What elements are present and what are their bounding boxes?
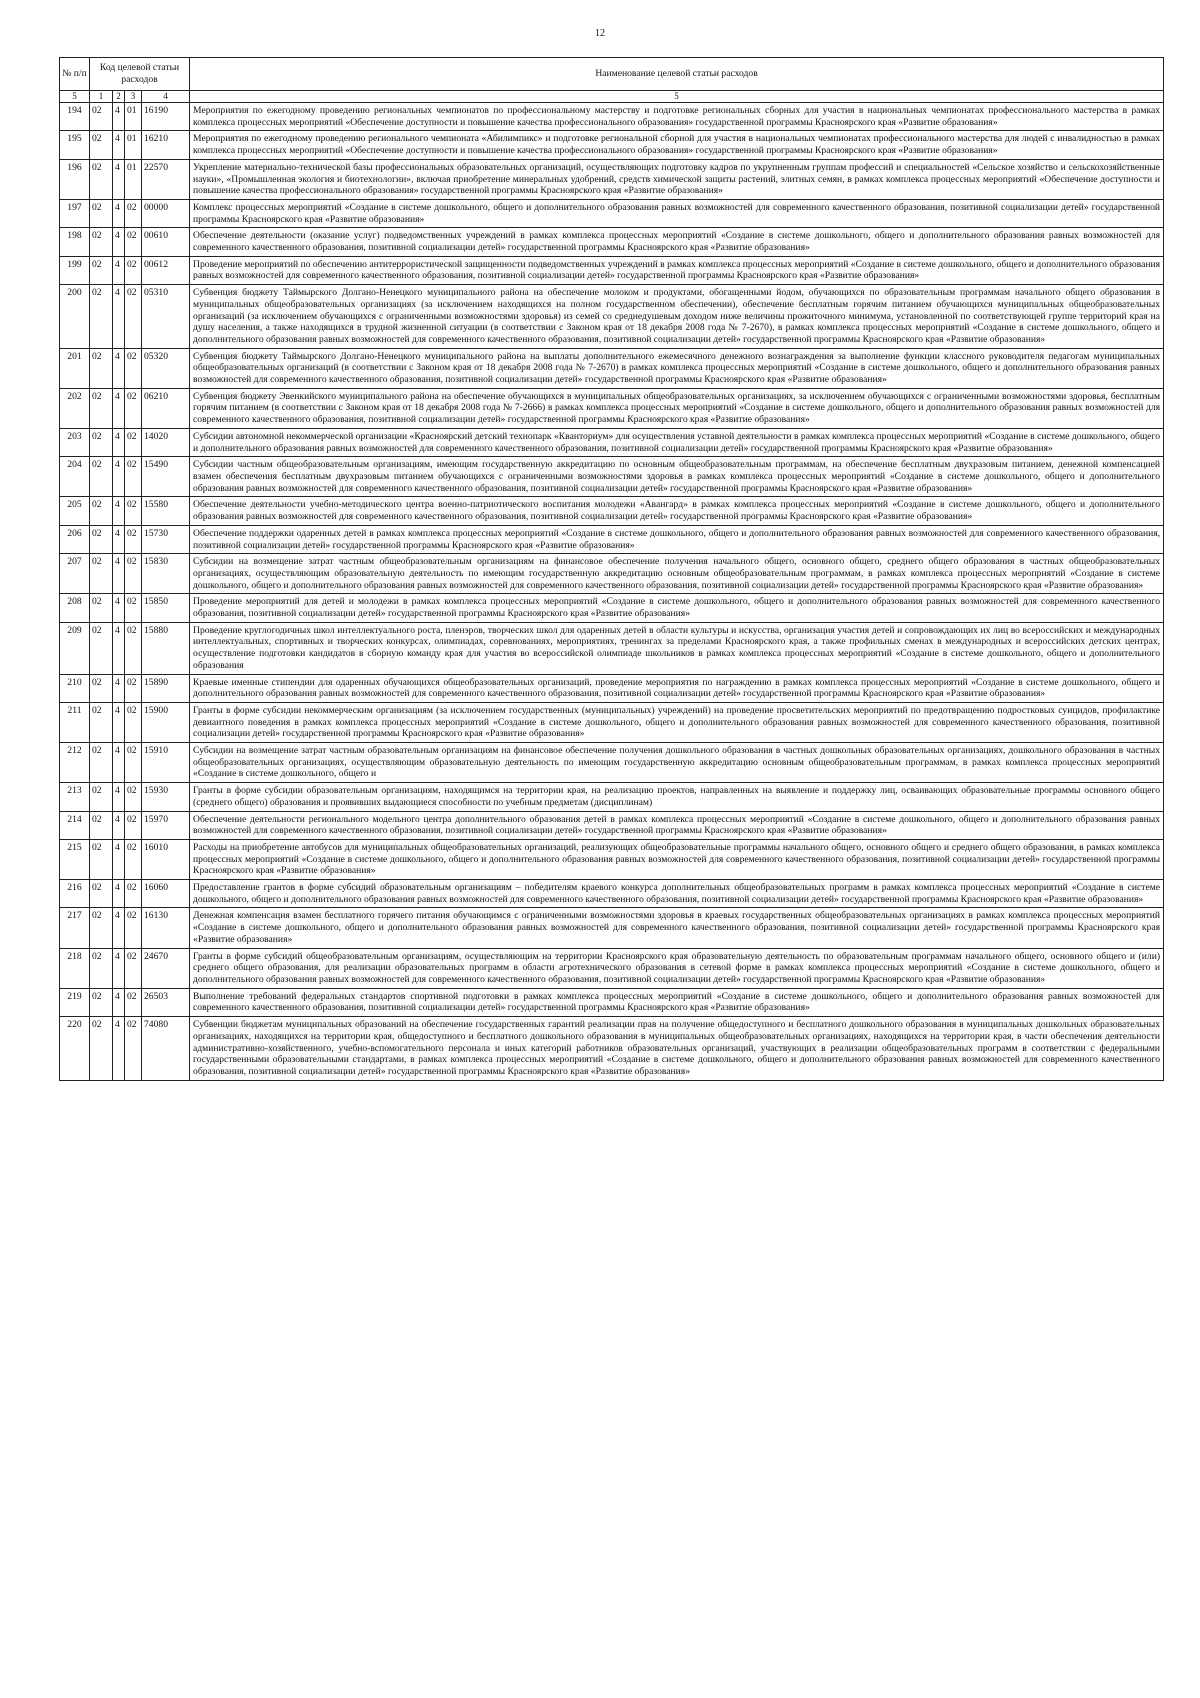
code-subprogram-type: 4 (113, 594, 125, 622)
code-program: 02 (90, 159, 113, 199)
expense-name: Обеспечение деятельности регионального модельного центра дополнительного образования детей в рамках комплекса процессных мероприятий «Создание в системе дошкольного, общего и дополнительного образования равных возможностей для современного качественного образования, позитивной социализации детей» государственной программы Красноярского края «Развитие образования» (190, 811, 1164, 839)
code-subprogram-type: 4 (113, 554, 125, 594)
row-number: 201 (60, 348, 90, 388)
expense-name: Проведение мероприятий для детей и молодежи в рамках комплекса процессных мероприятий «Создание в системе дошкольного, общего и дополнительного образования равных возможностей для современного качественного образования, позитивной социализации детей» государственной программы Красноярского края «Развитие образования» (190, 594, 1164, 622)
code-direction: 15490 (142, 457, 190, 497)
table-row (60, 256, 1164, 284)
expense-name: Предоставление грантов в форме субсидий образовательным организациям – победителям краевого конкурса дополнительных общеобразовательных программ в рамках комплекса процессных мероприятий «Создание в системе дошкольного, общего и дополнительного образования равных возможностей для современного качественного образования, позитивной социализации детей» государственной программы Красноярского края «Развитие образования» (190, 880, 1164, 908)
expense-name: Комплекс процессных мероприятий «Создание в системе дошкольного, общего и дополнительного образования равных возможностей для современного качественного образования, позитивной социализации детей» государственной программы Красноярского края «Развитие образования» (190, 199, 1164, 227)
row-number: 215 (60, 839, 90, 879)
code-program: 02 (90, 594, 113, 622)
table-row (60, 988, 1164, 1016)
code-subprogram-type: 4 (113, 159, 125, 199)
code-program: 02 (90, 388, 113, 428)
table-row (60, 199, 1164, 227)
expense-name: Гранты в форме субсидии некоммерческим организациям (за исключением государственных (муниципальных) учреждений) на проведение просветительских мероприятий по предотвращению подростковых суицидов, профилактике девиантного поведения в рамках комплекса процессных мероприятий «Создание в системе дошкольного, общего и дополнительного образования равных возможностей для современного качественного образования, позитивной социализации детей» государственной программы Красноярского края «Развитие образования» (190, 702, 1164, 742)
header-colnum: 2 (113, 91, 125, 103)
expense-name: Проведение круглогодичных школ интеллектуального роста, пленэров, творческих школ для одаренных детей в области культуры и искусства, организация участия детей и сопровождающих их лиц во всероссийских и международных интеллектуальных, спортивных и творческих конкурсах, олимпиадах, соревнованиях, мероприятиях, тренингах за пределами Красноярского края, а также профильных сменах в международных и всероссийских детских центрах, осуществление подготовки кандидатов в сборную команду края для участия во всероссийской олимпиаде школьников в рамках комплекса процессных мероприятий «Создание в системе дошкольного, общего и дополнительного образования (190, 622, 1164, 674)
code-direction: 00610 (142, 228, 190, 256)
code-complex: 02 (125, 811, 142, 839)
code-program: 02 (90, 783, 113, 811)
header-colnum: 5 (60, 91, 90, 103)
code-program: 02 (90, 428, 113, 456)
code-program: 02 (90, 228, 113, 256)
code-complex: 02 (125, 348, 142, 388)
row-number: 206 (60, 525, 90, 553)
row-number: 208 (60, 594, 90, 622)
code-program: 02 (90, 525, 113, 553)
expense-name: Гранты в форме субсидий общеобразовательным организациям, осуществляющим на территории Красноярского края образовательную деятельность по образовательным программам начального общего, основного общего и (или) среднего общего образования, для реализации образовательных программ в области агротехнического образования в сетевой форме в рамках комплекса процессных мероприятий «Создание в системе дошкольного, общего и дополнительного образования равных возможностей для современного качественного образования, позитивной социализации детей» государственной программы Красноярского края «Развитие образования» (190, 948, 1164, 988)
code-direction: 15850 (142, 594, 190, 622)
code-direction: 16210 (142, 131, 190, 159)
row-number: 219 (60, 988, 90, 1016)
code-complex: 02 (125, 525, 142, 553)
table-row (60, 159, 1164, 199)
code-direction: 15970 (142, 811, 190, 839)
code-subprogram-type: 4 (113, 743, 125, 783)
code-program: 02 (90, 457, 113, 497)
code-program: 02 (90, 811, 113, 839)
row-number: 212 (60, 743, 90, 783)
code-subprogram-type: 4 (113, 457, 125, 497)
code-direction: 24670 (142, 948, 190, 988)
page-number: 12 (595, 28, 605, 39)
row-number: 204 (60, 457, 90, 497)
table-row (60, 622, 1164, 674)
code-program: 02 (90, 622, 113, 674)
expense-name: Субвенция бюджету Эвенкийского муниципального района на обеспечение обучающихся в муниципальных общеобразовательных организациях, за исключением обучающихся с ограниченными возможностями здоровья, бесплатным горячим питанием (в соответствии с Законом края от 18 декабря 2008 года № 7-2666) в рамках комплекса процессных мероприятий «Создание в системе дошкольного, общего и дополнительного образования равных возможностей для современного качественного образования, позитивной социализации детей» государственной программы Красноярского края «Развитие образования» (190, 388, 1164, 428)
budget-table (59, 57, 1164, 1081)
code-program: 02 (90, 702, 113, 742)
code-complex: 02 (125, 388, 142, 428)
code-direction: 15580 (142, 497, 190, 525)
code-program: 02 (90, 103, 113, 131)
table-row (60, 103, 1164, 131)
code-complex: 02 (125, 256, 142, 284)
code-program: 02 (90, 674, 113, 702)
code-direction: 16190 (142, 103, 190, 131)
expense-name: Обеспечение деятельности (оказание услуг) подведомственных учреждений в рамках комплекса процессных мероприятий «Создание в системе дошкольного, общего и дополнительного образования равных возможностей для современного качественного образования, позитивной социализации детей» государственной программы Красноярского края «Развитие образования» (190, 228, 1164, 256)
expense-name: Субсидии на возмещение затрат частным образовательным организациям на финансовое обеспечение получения дошкольного образования в частных дошкольных образовательных организациях, дошкольного образования в частных общеобразовательных организациях, осуществляющим образовательную деятельность по имеющим государственную аккредитацию основным общеобразовательным программам, в рамках комплекса процессных мероприятий «Создание в системе дошкольного, общего и (190, 743, 1164, 783)
table-row (60, 702, 1164, 742)
code-complex: 02 (125, 988, 142, 1016)
code-direction: 16060 (142, 880, 190, 908)
code-complex: 02 (125, 228, 142, 256)
code-program: 02 (90, 1017, 113, 1081)
code-complex: 02 (125, 199, 142, 227)
expense-name: Мероприятия по ежегодному проведению региональных чемпионатов по профессиональному мастерству и подготовке региональных сборных для участия в национальных чемпионатах профессионального мастерства в рамках комплекса процессных мероприятий «Обеспечение доступности и повышение качества профессионального образования» государственной программы Красноярского края «Развитие образования» (190, 103, 1164, 131)
code-direction: 05320 (142, 348, 190, 388)
code-complex: 01 (125, 131, 142, 159)
code-direction: 00000 (142, 199, 190, 227)
expense-name: Расходы на приобретение автобусов для муниципальных общеобразовательных организаций, реализующих общеобразовательные программы начального общего, основного общего и среднего общего образования, в рамках комплекса процессных мероприятий «Создание в системе дошкольного, общего и дополнительного образования равных возможностей для современного качественного образования, позитивной социализации детей» государственной программы Красноярского края «Развитие образования» (190, 839, 1164, 879)
code-subprogram-type: 4 (113, 674, 125, 702)
header-colnum: 4 (142, 91, 190, 103)
expense-name: Проведение мероприятий по обеспечению антитеррористической защищенности подведомственных учреждений в рамках комплекса процессных мероприятий «Создание в системе дошкольного, общего и дополнительного образования равных возможностей для современного качественного образования, позитивной социализации детей» государственной программы Красноярского края «Развитие образования» (190, 256, 1164, 284)
header-colnum: 5 (190, 91, 1164, 103)
code-complex: 02 (125, 285, 142, 349)
expense-name: Субсидии автономной некоммерческой организации «Красноярский детский технопарк «Кванториум» для осуществления уставной деятельности в рамках комплекса процессных мероприятий «Создание в системе дошкольного, общего и дополнительного образования равных возможностей для современного качественного образования, позитивной социализации детей» государственной программы Красноярского края «Развитие образования» (190, 428, 1164, 456)
code-subprogram-type: 4 (113, 103, 125, 131)
code-program: 02 (90, 839, 113, 879)
row-number: 217 (60, 908, 90, 948)
code-program: 02 (90, 348, 113, 388)
table-row (60, 428, 1164, 456)
code-complex: 02 (125, 908, 142, 948)
code-direction: 15910 (142, 743, 190, 783)
code-subprogram-type: 4 (113, 199, 125, 227)
code-direction: 14020 (142, 428, 190, 456)
expense-name: Субвенция бюджету Таймырского Долгано-Ненецкого муниципального района на выплаты дополнительного ежемесячного денежного вознаграждения за выполнение функции классного руководителя педагогам муниципальных общеобразовательных организаций (в соответствии с Законом края от 18 декабря 2008 года № 7-2670) в рамках комплекса процессных мероприятий «Создание в системе дошкольного, общего и дополнительного образования равных возможностей для современного качественного образования, позитивной социализации детей» государственной программы Красноярского края «Развитие образования» (190, 348, 1164, 388)
header-colnum: 3 (125, 91, 142, 103)
code-complex: 02 (125, 497, 142, 525)
code-direction: 16010 (142, 839, 190, 879)
code-complex: 02 (125, 1017, 142, 1081)
code-subprogram-type: 4 (113, 348, 125, 388)
header-code-group: Код целевой статьи расходов (90, 58, 190, 91)
code-subprogram-type: 4 (113, 811, 125, 839)
table-row (60, 348, 1164, 388)
code-direction: 15880 (142, 622, 190, 674)
code-program: 02 (90, 908, 113, 948)
expense-name: Обеспечение поддержки одаренных детей в рамках комплекса процессных мероприятий «Создание в системе дошкольного, общего и дополнительного образования равных возможностей для современного качественного образования, позитивной социализации детей» государственной программы Красноярского края «Развитие образования» (190, 525, 1164, 553)
code-subprogram-type: 4 (113, 948, 125, 988)
code-direction: 05310 (142, 285, 190, 349)
expense-name: Краевые именные стипендии для одаренных обучающихся общеобразовательных организаций, проведение мероприятия по награждению в рамках комплекса процессных мероприятий «Создание в системе дошкольного, общего и дополнительного образования равных возможностей для современного качественного образования, позитивной социализации детей» государственной программы Красноярского края «Развитие образования» (190, 674, 1164, 702)
code-complex: 02 (125, 622, 142, 674)
code-program: 02 (90, 256, 113, 284)
code-subprogram-type: 4 (113, 497, 125, 525)
row-number: 214 (60, 811, 90, 839)
header-row-no: № п/п (60, 58, 90, 91)
code-program: 02 (90, 988, 113, 1016)
code-direction: 15730 (142, 525, 190, 553)
row-number: 213 (60, 783, 90, 811)
row-number: 218 (60, 948, 90, 988)
table-row (60, 743, 1164, 783)
code-program: 02 (90, 880, 113, 908)
code-program: 02 (90, 131, 113, 159)
expense-name: Субсидии частным общеобразовательным организациям, имеющим государственную аккредитацию по основным общеобразовательным программам, на обеспечение бесплатным двухразовым питанием, денежной компенсацией взамен обеспечения бесплатным двухразовым питанием обучающихся с ограниченными возможностями здоровья в рамках комплекса процессных мероприятий «Создание в системе дошкольного, общего и дополнительного образования равных возможностей для современного качественного образования, позитивной социализации детей» государственной программы Красноярского края «Развитие образования» (190, 457, 1164, 497)
code-subprogram-type: 4 (113, 908, 125, 948)
code-subprogram-type: 4 (113, 622, 125, 674)
code-direction: 15890 (142, 674, 190, 702)
table-row (60, 1017, 1164, 1081)
row-number: 197 (60, 199, 90, 227)
code-direction: 26503 (142, 988, 190, 1016)
code-subprogram-type: 4 (113, 285, 125, 349)
code-direction: 00612 (142, 256, 190, 284)
code-complex: 02 (125, 554, 142, 594)
table-row (60, 811, 1164, 839)
expense-name: Выполнение требований федеральных стандартов спортивной подготовки в рамках комплекса процессных мероприятий «Создание в системе дошкольного, общего и дополнительного образования равных возможностей для современного качественного образования, позитивной социализации детей» государственной программы Красноярского края «Развитие образования» (190, 988, 1164, 1016)
code-subprogram-type: 4 (113, 131, 125, 159)
table-row (60, 880, 1164, 908)
code-direction: 22570 (142, 159, 190, 199)
table-row (60, 497, 1164, 525)
code-subprogram-type: 4 (113, 428, 125, 456)
row-number: 199 (60, 256, 90, 284)
code-direction: 74080 (142, 1017, 190, 1081)
code-program: 02 (90, 497, 113, 525)
expense-name: Субвенция бюджету Таймырского Долгано-Ненецкого муниципального района на обеспечение молоком и продуктами, обогащенными йодом, обучающихся по образовательным программам начального общего образования в муниципальных общеобразовательных организациях (за исключением находящихся на полном государственном обеспечении), обеспечение бесплатным горячим питанием обучающихся муниципальных общеобразовательных организаций (за исключением обучающихся с ограниченными возможностями здоровья) из семей со среднедушевым доходом ниже величины прожиточного минимума, установленной по соответствующей группе территорий края на душу населения, а также находящихся в трудной жизненной ситуации (в соответствии с Законом края от 18 декабря 2008 года № 7-2670), в рамках комплекса процессных мероприятий «Создание в системе дошкольного, общего и дополнительного образования равных возможностей для современного качественного образования, позитивной социализации детей» государственной программы Красноярского края «Развитие образования» (190, 285, 1164, 349)
row-number: 200 (60, 285, 90, 349)
code-subprogram-type: 4 (113, 880, 125, 908)
row-number: 205 (60, 497, 90, 525)
code-complex: 02 (125, 948, 142, 988)
row-number: 202 (60, 388, 90, 428)
code-program: 02 (90, 285, 113, 349)
table-body (60, 103, 1164, 1081)
row-number: 198 (60, 228, 90, 256)
row-number: 194 (60, 103, 90, 131)
row-number: 210 (60, 674, 90, 702)
code-direction: 16130 (142, 908, 190, 948)
code-direction: 15930 (142, 783, 190, 811)
code-subprogram-type: 4 (113, 988, 125, 1016)
row-number: 196 (60, 159, 90, 199)
code-complex: 02 (125, 594, 142, 622)
code-complex: 02 (125, 702, 142, 742)
table-row (60, 228, 1164, 256)
table-row (60, 554, 1164, 594)
header-colnum: 1 (90, 91, 113, 103)
code-complex: 02 (125, 743, 142, 783)
code-subprogram-type: 4 (113, 1017, 125, 1081)
code-direction: 15830 (142, 554, 190, 594)
row-number: 203 (60, 428, 90, 456)
code-subprogram-type: 4 (113, 228, 125, 256)
code-complex: 02 (125, 428, 142, 456)
table-row (60, 457, 1164, 497)
code-subprogram-type: 4 (113, 783, 125, 811)
code-complex: 02 (125, 880, 142, 908)
row-number: 207 (60, 554, 90, 594)
table-row (60, 674, 1164, 702)
code-direction: 06210 (142, 388, 190, 428)
code-complex: 02 (125, 674, 142, 702)
code-subprogram-type: 4 (113, 702, 125, 742)
expense-name: Мероприятия по ежегодному проведению регионального чемпионата «Абилимпикс» и подготовке региональной сборной для участия в национальных чемпионатах профессионального мастерства для людей с инвалидностью в рамках комплекса процессных мероприятий «Обеспечение доступности и повышение качества профессионального образования» государственной программы Красноярского края «Развитие образования» (190, 131, 1164, 159)
code-program: 02 (90, 948, 113, 988)
code-program: 02 (90, 199, 113, 227)
code-complex: 02 (125, 783, 142, 811)
row-number: 220 (60, 1017, 90, 1081)
table-row (60, 783, 1164, 811)
expense-name: Субвенции бюджетам муниципальных образований на обеспечение государственных гарантий реализации прав на получение общедоступного и бесплатного дошкольного образования в муниципальных дошкольных образовательных организациях, находящихся на территории края, общедоступного и бесплатного дошкольного образования в муниципальных общеобразовательных организациях, находящихся на территории края, в части обеспечения деятельности административно-хозяйственного, учебно-вспомогательного персонала и иных категорий работников образовательных организаций, участвующих в реализации общеобразовательных программ в соответствии с федеральными государственными образовательными стандартами, в рамках комплекса процессных мероприятий «Создание в системе дошкольного, общего и дополнительного образования равных возможностей для современного качественного образования, позитивной социализации детей» государственной программы Красноярского края «Развитие образования» (190, 1017, 1164, 1081)
row-number: 216 (60, 880, 90, 908)
code-subprogram-type: 4 (113, 525, 125, 553)
table-row (60, 525, 1164, 553)
expense-name: Гранты в форме субсидии образовательным организациям, находящимся на территории края, на реализацию проектов, направленных на выявление и поддержку лиц, осваивающих образовательные программы основного общего (среднего общего) образования и проявивших выдающиеся способности по учебным предметам (дисциплинам) (190, 783, 1164, 811)
code-complex: 01 (125, 159, 142, 199)
table-row (60, 594, 1164, 622)
table-row (60, 388, 1164, 428)
code-subprogram-type: 4 (113, 256, 125, 284)
row-number: 211 (60, 702, 90, 742)
code-complex: 02 (125, 839, 142, 879)
expense-name: Субсидии на возмещение затрат частным общеобразовательным организациям на финансовое обеспечение получения начального общего, основного общего, среднего общего образования в частных общеобразовательных организациях, осуществляющим образовательную деятельность по имеющим государственную аккредитацию основным общеобразовательным программам, в рамках комплекса процессных мероприятий «Создание в системе дошкольного, общего и дополнительного образования равных возможностей для современного качественного образования, позитивной социализации детей» государственной программы Красноярского края «Развитие образования» (190, 554, 1164, 594)
table-row (60, 908, 1164, 948)
row-number: 209 (60, 622, 90, 674)
code-program: 02 (90, 743, 113, 783)
expense-name: Денежная компенсация взамен бесплатного горячего питания обучающимся с ограниченными возможностями здоровья в краевых государственных общеобразовательных организациях в рамках комплекса процессных мероприятий «Создание в системе дошкольного, общего и дополнительного образования равных возможностей для современного качественного образования, позитивной социализации детей» государственной программы Красноярского края «Развитие образования» (190, 908, 1164, 948)
expense-name: Укрепление материально-технической базы профессиональных образовательных организаций, осуществляющих подготовку кадров по укрупненным группам профессий и специальностей «Сельское хозяйство и сельскохозяйственные науки», «Промышленная экология и биотехнологии», включая приобретение минеральных удобрений, средств химической защиты растений, элитных семян, в рамках комплекса процессных мероприятий «Обеспечение доступности и повышение качества профессионального образования» государственной программы Красноярского края «Развитие образования» (190, 159, 1164, 199)
code-complex: 01 (125, 103, 142, 131)
code-complex: 02 (125, 457, 142, 497)
code-direction: 15900 (142, 702, 190, 742)
table-row (60, 285, 1164, 349)
header-name: Наименование целевой статьи расходов (190, 58, 1164, 91)
row-number: 195 (60, 131, 90, 159)
code-program: 02 (90, 554, 113, 594)
code-subprogram-type: 4 (113, 388, 125, 428)
table-row (60, 948, 1164, 988)
table-row (60, 131, 1164, 159)
table-row (60, 839, 1164, 879)
code-subprogram-type: 4 (113, 839, 125, 879)
expense-name: Обеспечение деятельности учебно-методического центра военно-патриотического воспитания молодежи «Авангард» в рамках комплекса процессных мероприятий «Создание в системе дошкольного, общего и дополнительного образования равных возможностей для современного качественного образования, позитивной социализации детей» государственной программы Красноярского края «Развитие образования» (190, 497, 1164, 525)
